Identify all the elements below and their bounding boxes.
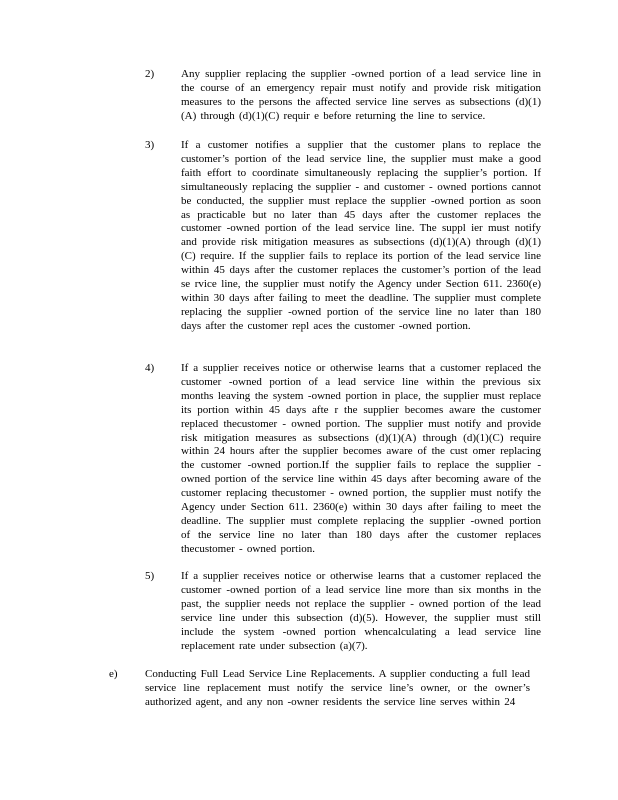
subsection-text: If a customer notifies a supplier that the customer plans to replace the customer’s portion of the lead service line, the supplier must make a good faith effort to coordinate simultaneously replacing the supplier’s portion. If simultaneously replacing the supplier - and customer - owned portions cannot be conducted, the supplier must replace the supplier -owned portion as soon as practicable but no later than 45 days after the customer replaces the customer -owned portion of the lead service line. The suppl ier must notify and provide risk mitigation measures as subsections (d)(1)(A) through (d)(1)(C) require. If the supplier fails to replace its portion of the lead service line within 45 days after the customer replaces the customer’s portion of the lead se rvice line, the supplier must notify the Agency under Section 611. 2360(e) within 30 days after failing to meet the deadline. The supplier must complete replacing the supplier -owned portion of the service line no later than 180 days after the customer repl aces the customer -owned portion. [181, 139, 541, 332]
section-letter: e) [109, 668, 118, 680]
subsection-text: If a supplier receives notice or otherwise learns that a customer replaced the customer -owned portion of a lead service line within the previous six months leaving the system -owned portion in place, the supplier must replace its portion within 45 days afte r the supplier becomes aware the customer replaced thecustomer - owned portion. The supplier must notify and provide risk mitigation measures as subsections (d)(1)(A) through (d)(1)(C) require within 24 hours after the supplier becomes aware of the cust omer replacing the customer -owned portion.If the supplier fails to replace the supplier -owned portion of the service line within 45 days after becoming aware of the customer replacing thecustomer - owned portion, the supplier must notify the Agency under Section 611. 2360(e) within 30 days after failing to meet the deadline. The supplier must complete replacing the supplier -owned portion of the service line no later than 180 days after the customer replaces thecustomer - owned portion. [181, 362, 541, 555]
subsection-number: 2) [145, 68, 155, 80]
section-text: Conducting Full Lead Service Line Replacements. A supplier conducting a full lead service line replacement must notify the service line’s owner, or the owner’s authorized agent, and any non -owner residents the service line serves within 24 [145, 668, 530, 708]
subsection-text: If a supplier receives notice or otherwise learns that a customer replaced the customer -owned portion of a lead service line more than six months in the past, the supplier needs not replace the supplier - owned portion of the lead service line under this subsection (d)(5). However, the supplier must still include the system -owned portion whencalculating a lead service line replacement rate under subsection (a)(7). [181, 570, 541, 652]
subsection-number: 3) [145, 139, 155, 151]
subsection-text: Any supplier replacing the supplier -owned portion of a lead service line in the course of an emergency repair must notify and provide risk mitigation measures to the persons the affected service line serves as subsections (d)(1)(A) through (d)(1)(C) requir e before returning the line to service. [181, 68, 541, 122]
subsection-number: 5) [145, 570, 155, 582]
subsection-number: 4) [145, 362, 155, 374]
